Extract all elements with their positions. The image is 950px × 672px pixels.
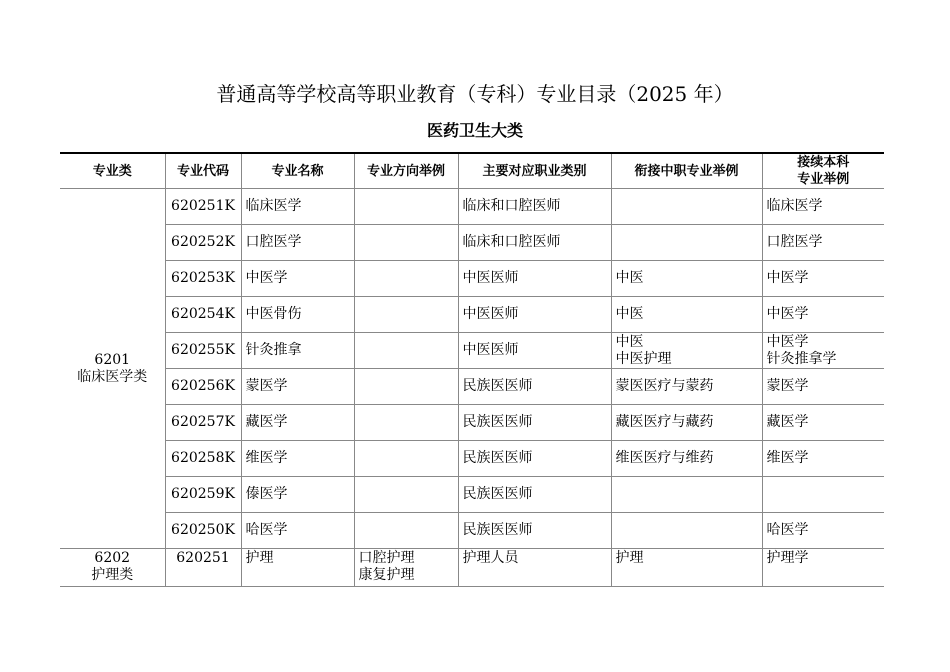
major-name-cell: 维医学 — [241, 441, 354, 477]
secondary-major-text: 藏医医疗与藏药 — [615, 414, 714, 430]
occupation-cell: 民族医医师 — [458, 441, 611, 477]
table-row — [60, 549, 884, 587]
occupation-cell: 护理人员 — [458, 549, 611, 587]
undergrad-major-text: 哈医学 — [766, 522, 809, 538]
category-code: 6201 — [94, 351, 131, 368]
major-code-cell: 620256K — [165, 369, 241, 405]
undergrad-major-text: 口腔医学 — [766, 234, 823, 250]
header-undergrad-line1: 接续本科 — [797, 155, 850, 170]
undergrad-major-cell — [762, 369, 884, 405]
occupation-cell: 临床和口腔医师 — [458, 189, 611, 225]
secondary-major-text: 中医 — [615, 270, 644, 286]
table-row — [60, 297, 884, 333]
undergrad-major-cell — [762, 513, 884, 549]
undergrad-major-cell — [762, 333, 884, 369]
table-row — [60, 441, 884, 477]
occupation-cell: 民族医医师 — [458, 369, 611, 405]
category-cell — [60, 189, 165, 549]
table-row — [60, 225, 884, 261]
major-name-cell: 蒙医学 — [241, 369, 354, 405]
table-row — [60, 261, 884, 297]
secondary-major-cell — [611, 477, 762, 513]
major-name-cell: 针灸推拿 — [241, 333, 354, 369]
major-name-cell: 傣医学 — [241, 477, 354, 513]
secondary-major-cell — [611, 333, 762, 369]
table-row — [60, 333, 884, 369]
table-row — [60, 189, 884, 225]
undergrad-major-text: 中医学 — [766, 306, 809, 322]
header-occupation: 主要对应职业类别 — [458, 153, 611, 189]
major-code-cell: 620250K — [165, 513, 241, 549]
undergrad-major-cell — [762, 261, 884, 297]
table-row — [60, 477, 884, 513]
direction-cell — [354, 333, 458, 369]
occupation-cell: 中医医师 — [458, 261, 611, 297]
major-code-cell: 620253K — [165, 261, 241, 297]
major-code-cell: 620258K — [165, 441, 241, 477]
secondary-major-text: 中医 — [615, 333, 644, 350]
major-code-cell: 620254K — [165, 297, 241, 333]
header-category: 专业类 — [60, 153, 165, 189]
direction-cell — [354, 297, 458, 333]
direction-cell — [354, 225, 458, 261]
category-code: 6202 — [94, 550, 131, 566]
occupation-cell: 民族医医师 — [458, 405, 611, 441]
secondary-major-cell — [611, 261, 762, 297]
undergrad-major-cell — [762, 297, 884, 333]
secondary-major-text: 维医医疗与维药 — [615, 450, 714, 466]
table-row — [60, 369, 884, 405]
major-name-cell: 中医骨伤 — [241, 297, 354, 333]
table-body — [60, 189, 884, 587]
header-secondary: 衔接中职专业举例 — [611, 153, 762, 189]
undergrad-major-cell — [762, 405, 884, 441]
undergrad-major-cell — [762, 225, 884, 261]
secondary-major-text: 中医 — [615, 306, 644, 322]
occupation-cell: 中医医师 — [458, 333, 611, 369]
secondary-major-text: 蒙医医疗与蒙药 — [615, 378, 714, 394]
direction-cell — [354, 549, 458, 587]
direction-cell — [354, 261, 458, 297]
secondary-major-text: 中医护理 — [615, 350, 672, 367]
occupation-cell: 民族医医师 — [458, 477, 611, 513]
direction-cell — [354, 513, 458, 549]
major-name-cell: 哈医学 — [241, 513, 354, 549]
occupation-cell: 民族医医师 — [458, 513, 611, 549]
category-name: 临床医学类 — [77, 368, 148, 385]
undergrad-major-text: 针灸推拿学 — [766, 350, 837, 367]
table-row — [60, 513, 884, 549]
major-name-cell: 藏医学 — [241, 405, 354, 441]
occupation-cell: 中医医师 — [458, 297, 611, 333]
secondary-major-cell — [611, 513, 762, 549]
direction-cell — [354, 405, 458, 441]
header-code: 专业代码 — [165, 153, 241, 189]
major-code-cell: 620255K — [165, 333, 241, 369]
direction-text: 康复护理 — [358, 567, 415, 583]
major-code-cell: 620257K — [165, 405, 241, 441]
category-cell — [60, 549, 165, 587]
major-name-cell: 护理 — [241, 549, 354, 587]
undergrad-major-text: 藏医学 — [766, 414, 809, 430]
major-code-cell: 620251K — [165, 189, 241, 225]
major-catalog-table — [60, 152, 884, 587]
secondary-major-cell — [611, 189, 762, 225]
undergrad-major-text: 蒙医学 — [766, 378, 809, 394]
major-code-cell: 620259K — [165, 477, 241, 513]
undergrad-major-text: 中医学 — [766, 270, 809, 286]
major-code-cell: 620251 — [165, 549, 241, 587]
undergrad-major-text: 维医学 — [766, 450, 809, 466]
table-header-row — [60, 153, 884, 189]
undergrad-major-text: 临床医学 — [766, 198, 823, 214]
major-name-cell: 口腔医学 — [241, 225, 354, 261]
major-code-cell: 620252K — [165, 225, 241, 261]
undergrad-major-cell — [762, 189, 884, 225]
direction-cell — [354, 477, 458, 513]
major-name-cell: 中医学 — [241, 261, 354, 297]
document-subtitle: 医药卫生大类 — [426, 121, 523, 140]
secondary-major-cell — [611, 549, 762, 587]
header-name: 专业名称 — [241, 153, 354, 189]
direction-cell — [354, 189, 458, 225]
secondary-major-cell — [611, 441, 762, 477]
major-name-cell: 临床医学 — [241, 189, 354, 225]
undergrad-major-cell — [762, 441, 884, 477]
secondary-major-text: 护理 — [615, 550, 644, 566]
secondary-major-cell — [611, 225, 762, 261]
secondary-major-cell — [611, 297, 762, 333]
header-undergrad — [762, 153, 884, 189]
header-undergrad-line2: 专业举例 — [797, 172, 850, 187]
direction-text: 口腔护理 — [358, 550, 415, 566]
undergrad-major-cell — [762, 477, 884, 513]
header-direction: 专业方向举例 — [354, 153, 458, 189]
table-row — [60, 405, 884, 441]
occupation-cell: 临床和口腔医师 — [458, 225, 611, 261]
secondary-major-cell — [611, 369, 762, 405]
direction-cell — [354, 369, 458, 405]
document-title: 普通高等学校高等职业教育（专科）专业目录（2025 年） — [216, 82, 734, 106]
undergrad-major-text: 护理学 — [766, 550, 809, 566]
secondary-major-cell — [611, 405, 762, 441]
direction-cell — [354, 441, 458, 477]
undergrad-major-cell — [762, 549, 884, 587]
undergrad-major-text: 中医学 — [766, 333, 809, 350]
category-name: 护理类 — [91, 567, 134, 583]
